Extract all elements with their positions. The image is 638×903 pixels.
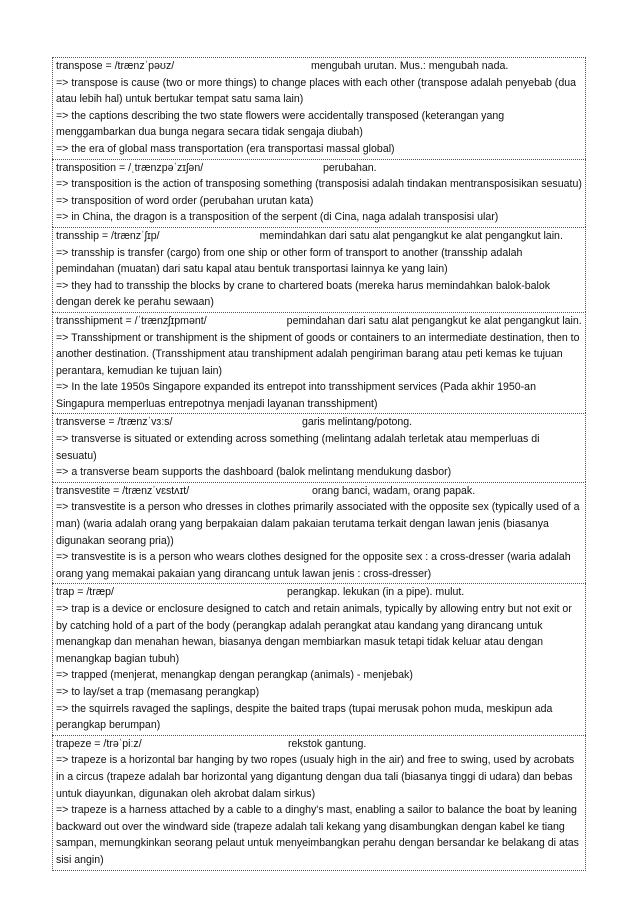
entry-headline — [56, 313, 583, 330]
entry-word: transposition = /ˌtrænzpəˈzɪʃən/ — [56, 161, 204, 174]
entry-word: transpose = /trænzˈpəʊz/ — [56, 60, 175, 72]
entry-example: => transpose is cause (two or more things) to change places with each other (transpose adalah penyebab (dua atau lebih hal) untuk bertukar tempat satu sama lain) — [56, 76, 576, 106]
entry-word: trapeze = /trəˈpiːz/ — [56, 737, 142, 750]
entry-meaning: pemindahan dari satu alat pengangkut ke alat pengangkut lain. — [286, 314, 582, 327]
entry-example: => Transshipment or transhipment is the shipment of goods or containers to an intermediate destination, then to another destination. (Transshipment atau transhipment adalah pengiriman barang atau peti kemas ke tujuan perantara, kemudian ke tujuan lain) — [56, 331, 580, 377]
entry-example: => trapeze is a horizontal bar hanging by two ropes (usualy high in the air) and free to swing, used by acrobats in a circus (trapeze adalah bar horizontal yang digantung dengan dua tali (biasanya tinggi di udara) dan bebas untuk diayunkan, digunakan oleh akrobat dalam sirkus) — [56, 754, 575, 800]
entry-headline — [56, 483, 583, 500]
entry-word: trap = /træp/ — [56, 586, 114, 599]
entry-example: => transposition is the action of transposing something (transposisi adalah tindakan mentransposisikan sesuatu) — [56, 178, 582, 191]
entry-headline — [56, 160, 583, 177]
dictionary-entry — [52, 482, 586, 584]
entry-headline — [56, 58, 583, 75]
entry-example: => in China, the dragon is a transposition of the serpent (di Cina, naga adalah transposisi ular) — [56, 211, 499, 224]
entry-example: => transship is transfer (cargo) from one ship or other form of transport to another (transship adalah pemindahan (muatan) dari satu kapal atau bentuk transportasi lainnya ke yang lain) — [56, 246, 523, 276]
entry-meaning: memindahkan dari satu alat pengangkut ke alat pengangkut lain. — [259, 229, 563, 242]
entry-headline — [56, 736, 583, 753]
entry-meaning: orang banci, wadam, orang papak. — [312, 484, 476, 497]
entry-example: => trapped (menjerat, menangkap dengan perangkap (animals) - menjebak) — [56, 669, 413, 682]
entry-meaning: mengubah urutan. Mus.: mengubah nada. — [311, 60, 509, 72]
entry-example: => the squirrels ravaged the saplings, despite the baited traps (tupai merusak pohon muda, meskipun ada perangkap berumpan) — [56, 702, 553, 732]
entry-example: => the era of global mass transportation (era transportasi massal global) — [56, 142, 395, 155]
entry-headline — [56, 414, 583, 431]
entry-example: => transvestite is is a person who wears clothes designed for the opposite sex : a cross-dresser (waria adalah orang yang memakai pakaian yang dirancang untuk lawan jenis : cross-dresser) — [56, 551, 571, 580]
entry-example: => they had to transship the blocks by crane to chartered boats (mereka harus memindahkan balok-balok dengan derek ke perahu sewaan) — [56, 279, 551, 309]
entry-meaning: perangkap. lekukan (in a pipe). mulut. — [287, 586, 465, 599]
entry-example: => trapeze is a harness attached by a cable to a dinghy's mast, enabling a sailor to balance the boat by leaning backward out over the windward side (trapeze adalah tali kekang yang disambungkan dengan kabel ke tiang sampan, memungkinkan seorang pelaut untuk menyeimbangkan perahu dengan bersandar ke belakang di atas sisi angin) — [56, 804, 579, 866]
entry-headline — [56, 584, 583, 601]
entry-meaning: rekstok gantung. — [288, 737, 367, 750]
entry-example: => the captions describing the two state flowers were accidentally transposed (keterangan yang menggambarkan dua bunga negara secara tidak sengaja diubah) — [56, 109, 505, 139]
entry-word: transshipment = /ˈtrænzʃɪpmənt/ — [56, 314, 207, 327]
entry-meaning: perubahan. — [323, 161, 377, 174]
entry-headline — [56, 228, 583, 245]
entry-example: => transposition of word order (perubahan urutan kata) — [56, 194, 314, 207]
entry-meaning: garis melintang/potong. — [302, 416, 413, 429]
dictionary-entry — [52, 57, 586, 159]
dictionary-entry — [52, 583, 586, 734]
dictionary-page — [52, 57, 586, 871]
dictionary-entry — [52, 413, 586, 481]
entry-example: => transvestite is a person who dresses in clothes primarily associated with the opposite sex (typically used of a man) (waria adalah orang yang berpakaian dalam pakaian terutama terkait dengan lawan jenis (biasanya digunakan seorang pria)) — [56, 501, 580, 547]
entry-example: => In the late 1950s Singapore expanded its entrepot into transshipment services (Pada akhir 1950-an Singapura memperluas entrepotnya menjadi layanan transshipment) — [56, 381, 536, 410]
entry-example: => trap is a device or enclosure designed to catch and retain animals, typically by allowing entry but not exit or by catching hold of a part of the body (perangkap adalah perangkat atau kandang yang dirancang untuk menangkap dan menahan hewan, biasanya dengan membiarkan masuk tetapi tidak keluar atau dengan menangkap bagian tubuh) — [56, 603, 572, 665]
dictionary-entry — [52, 735, 586, 871]
dictionary-entry — [52, 227, 586, 312]
entry-word: transvestite = /trænzˈvɛstʌɪt/ — [56, 484, 190, 497]
dictionary-entry — [52, 312, 586, 414]
entry-word: transverse = /trænzˈvɜːs/ — [56, 416, 173, 429]
entry-word: transship = /trænzˈʃɪp/ — [56, 229, 160, 242]
entry-example: => to lay/set a trap (memasang perangkap) — [56, 685, 260, 698]
entry-example: => a transverse beam supports the dashboard (balok melintang mendukung dasbor) — [56, 466, 452, 479]
entry-example: => transverse is situated or extending across something (melintang adalah terletak atau memperluas di sesuatu) — [56, 433, 540, 462]
dictionary-entry — [52, 159, 586, 227]
